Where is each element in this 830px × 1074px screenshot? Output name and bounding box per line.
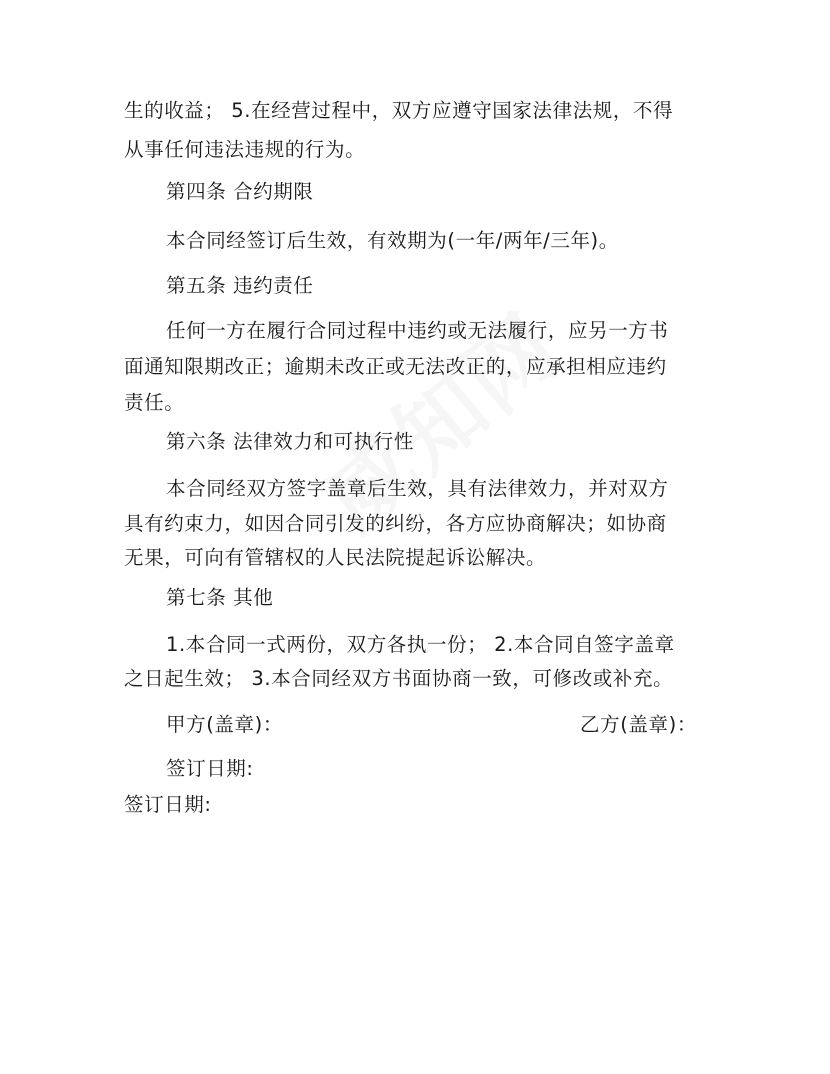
paragraph-line: 任何一方在履行合同过程中违约或无法履行，应另一方书 xyxy=(166,319,669,342)
article-6-title: 第六条 法律效力和可执行性 xyxy=(166,430,414,453)
paragraph-line: 本合同经双方签字盖章后生效，具有法律效力，并对双方 xyxy=(166,477,669,500)
party-b-seal-label: 乙方(盖章)： xyxy=(580,713,697,736)
party-a-seal-label: 甲方(盖章)： xyxy=(166,713,283,736)
paragraph-line: 无果，可向有管辖权的人民法院提起诉讼解决。 xyxy=(124,546,547,569)
paragraph-line: 之日起生效； 3.本合同经双方书面协商一致，可修改或补充。 xyxy=(124,667,674,690)
paragraph-line: 责任。 xyxy=(124,391,185,414)
article-4-title: 第四条 合约期限 xyxy=(166,180,314,203)
paragraph-line: 生的收益； 5.在经营过程中，双方应遵守国家法律法规，不得 xyxy=(124,99,674,122)
article-7-title: 第七条 其他 xyxy=(166,586,274,609)
sign-date-label: 签订日期: xyxy=(124,793,212,816)
sign-date-label: 签订日期: xyxy=(166,757,254,780)
paragraph-line: 1.本合同一式两份，双方各执一份； 2.本合同自签字盖章 xyxy=(166,633,675,656)
paragraph-line: 具有约束力，如因合同引发的纠纷，各方应协商解决；如协商 xyxy=(124,512,667,535)
article-4-body: 本合同经签订后生效，有效期为(一年/两年/三年)。 xyxy=(166,229,619,252)
paragraph-line: 面通知限期改正；逾期未改正或无法改正的，应承担相应违约 xyxy=(124,355,667,378)
article-5-title: 第五条 违约责任 xyxy=(166,274,314,297)
paragraph-line: 从事任何违法违规的行为。 xyxy=(124,138,366,161)
